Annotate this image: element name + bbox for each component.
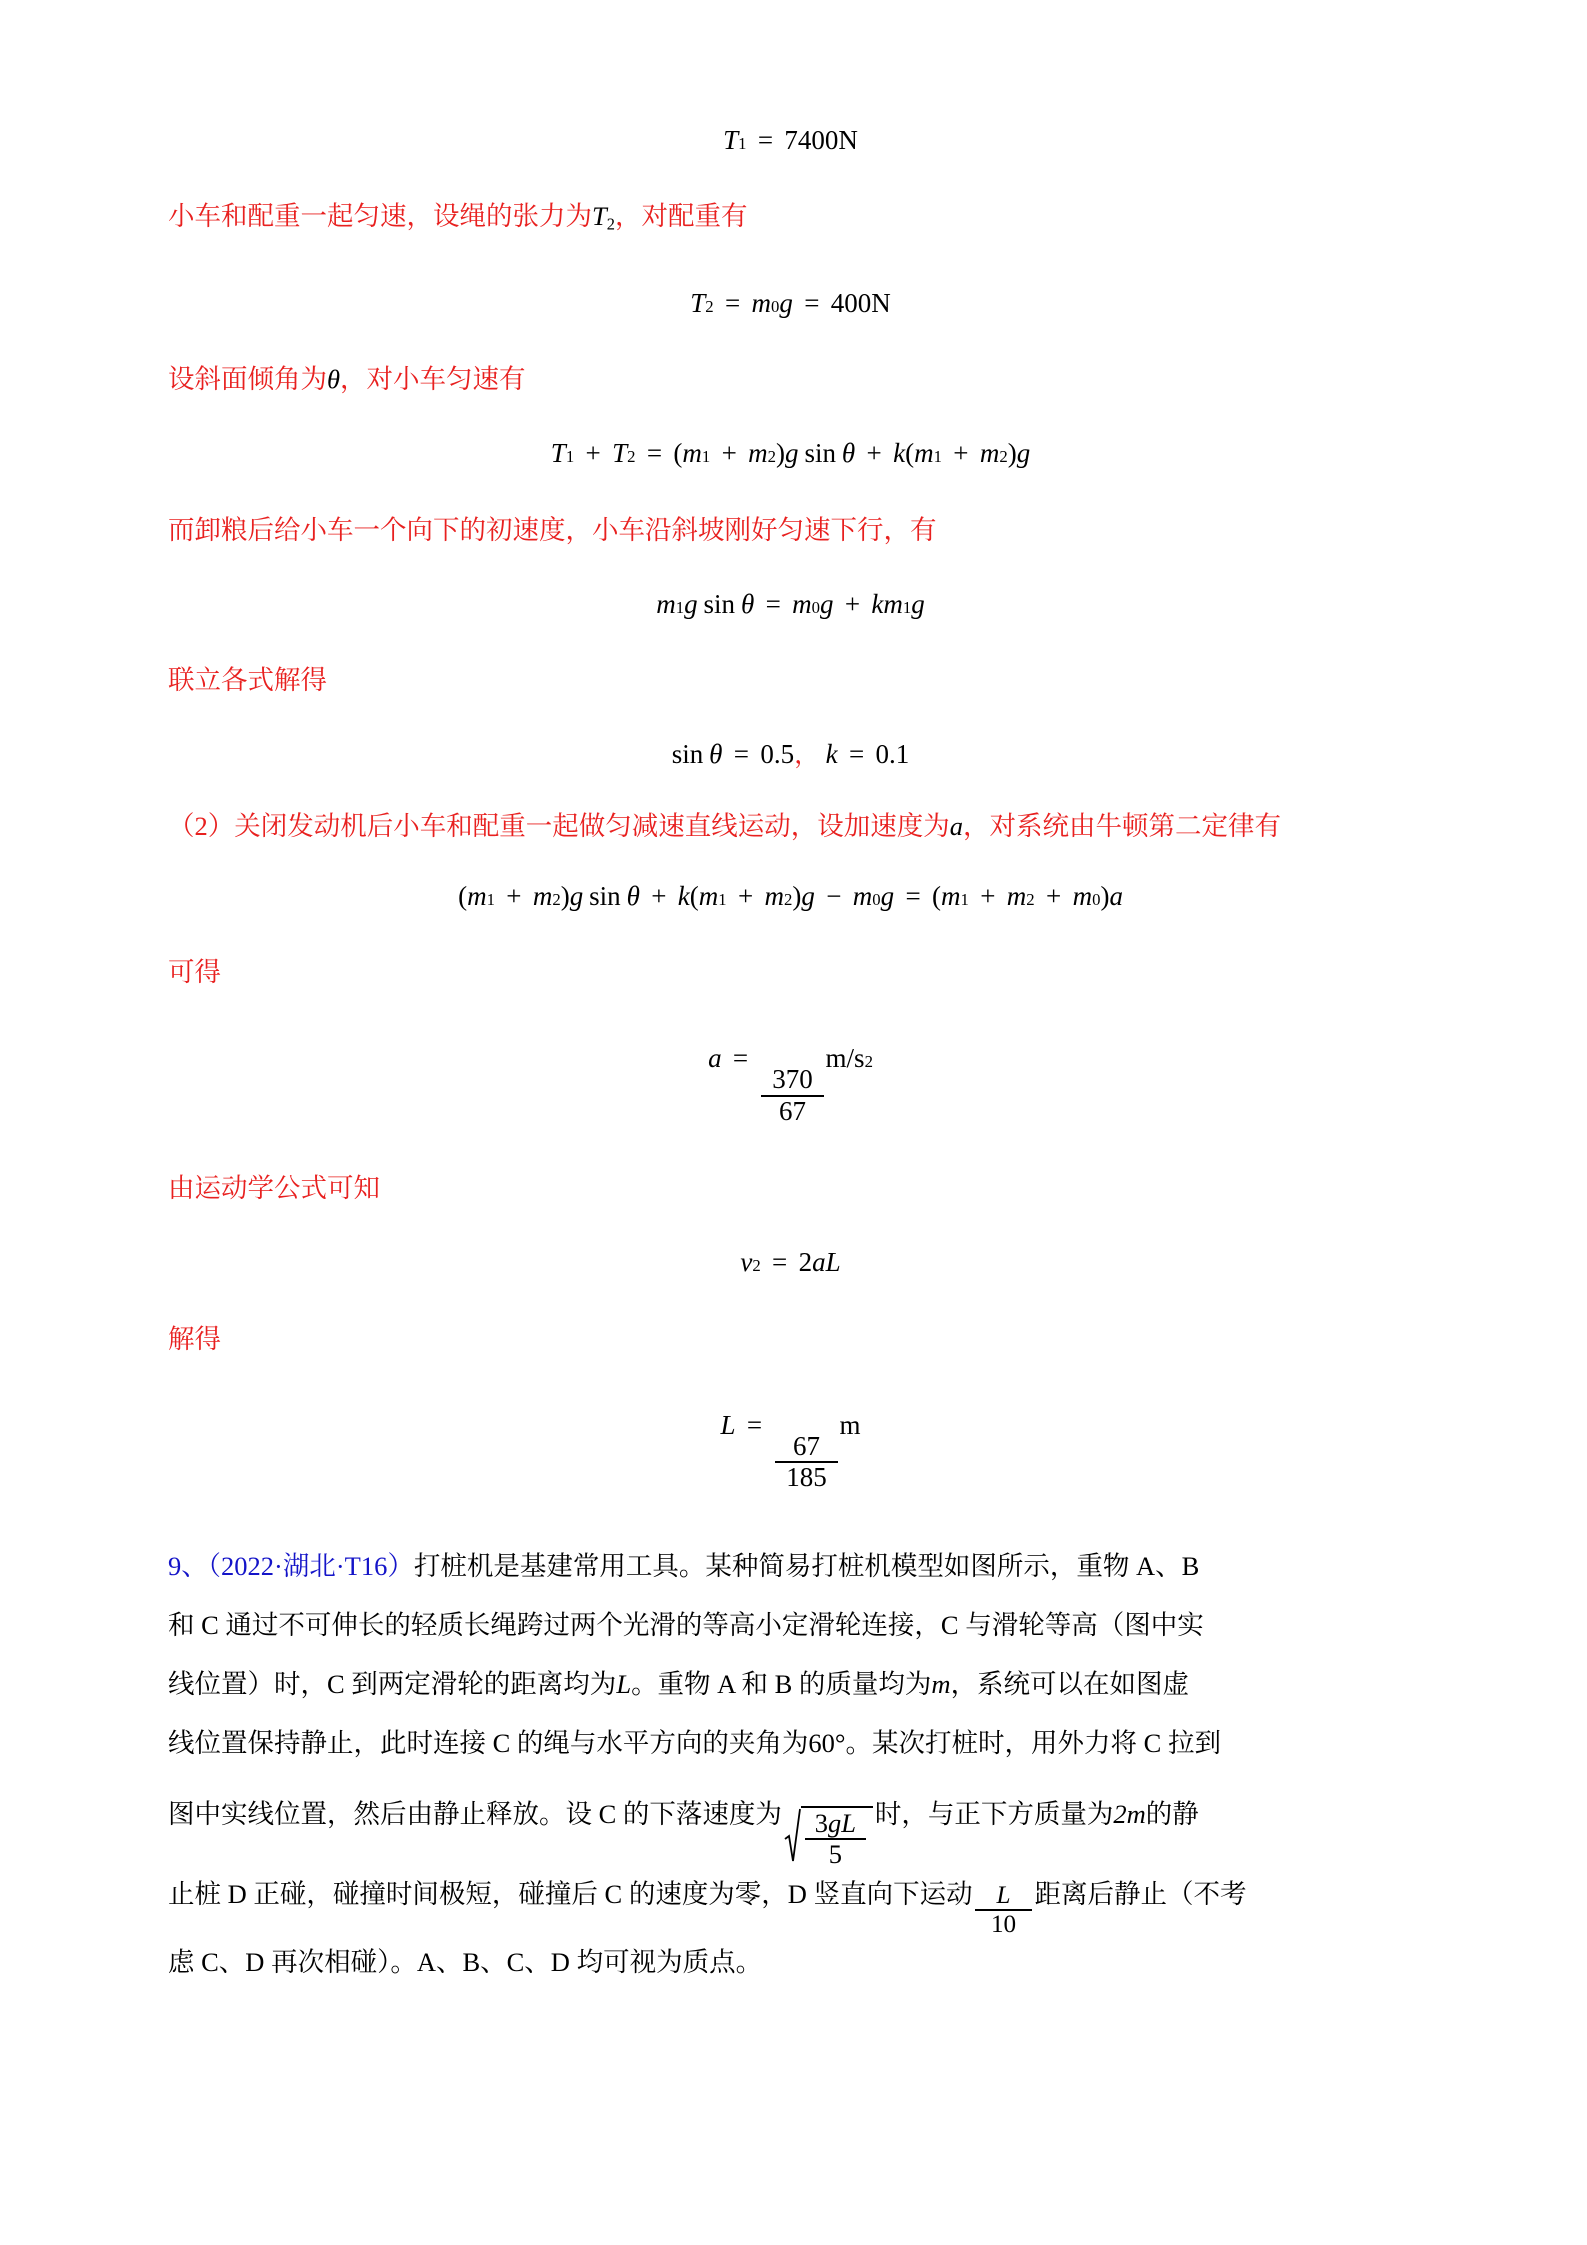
- line-cart-counterweight-var: T: [592, 201, 607, 232]
- line-incline-angle-after: ，对小车匀速有: [340, 364, 526, 395]
- equation-a-unit-exponent: 2: [864, 1052, 873, 1072]
- line-kinematics: 由运动学公式可知: [168, 1173, 380, 1204]
- equation-T1-math: T 1 = 7400N: [723, 125, 858, 155]
- question-9-body-5c: 的静: [1145, 1798, 1199, 1829]
- equation-T1-plus-T2-math: T 1 + T 2 = ( m 1 + m 2 ) g sin θ + k ( m 1 + m 2 ) g: [550, 438, 1031, 469]
- line-cart-counterweight-before: 小车和配重一起匀速，设绳的张力为: [168, 201, 592, 232]
- paragraph-part2: [168, 797, 1413, 856]
- equation-T1: [168, 126, 1413, 154]
- sqrt-denominator: 5: [828, 1838, 843, 1869]
- question-9-body-3c: ，系统可以在如图虚: [950, 1668, 1190, 1699]
- question-9-number: 9、: [168, 1550, 208, 1581]
- equation-L-eq-sign: =: [746, 1409, 763, 1440]
- equation-sin-k-math: sin θ = 0.5 ， k = 0.1: [671, 738, 910, 769]
- equation-a-eq-sign: =: [732, 1043, 749, 1074]
- question-9-body-3a: 线位置）时，C 到两定滑轮的距离均为: [168, 1668, 617, 1699]
- line-solve: 解得: [168, 1323, 221, 1354]
- equation-T2: [168, 289, 1413, 317]
- equation-L-fraction: [775, 1430, 837, 1493]
- question-9-body-6a: 止桩 D 正碰，碰撞时间极短，碰撞后 C 的速度为零，D 竖直向下运动: [168, 1878, 973, 1909]
- equation-m1g: [168, 590, 1413, 618]
- equation-a: [168, 1043, 1413, 1126]
- line-incline-angle-var: θ: [327, 364, 341, 395]
- question-9-body-3b: 。重物 A 和 B 的质量均为: [631, 1668, 932, 1699]
- radical-icon: [784, 1806, 801, 1868]
- question-9-body-5a: 图中实线位置，然后由静止释放。设 C 的下落速度为: [168, 1798, 782, 1829]
- page-content: [168, 120, 1413, 1992]
- equation-v2-math: v 2 = 2 aL: [740, 1247, 841, 1278]
- line-thus: 可得: [168, 957, 221, 988]
- question-9-line-1: [168, 1537, 1413, 1596]
- equation-newton: [168, 882, 1413, 910]
- question-9-line-2: 和 C 通过不可伸长的轻质长绳跨过两个光滑的等高小定滑轮连接，C 与滑轮等高（图中实: [168, 1609, 1204, 1640]
- question-9-body-5b: 时，与正下方质量为: [874, 1798, 1114, 1829]
- equation-L: [168, 1409, 1413, 1493]
- equation-a-numerator: 370: [772, 1064, 813, 1095]
- equation-L-denominator: 185: [786, 1462, 827, 1493]
- question-9-var-2m: 2m: [1113, 1798, 1146, 1829]
- question-9-line-4: 线位置保持静止，此时连接 C 的绳与水平方向的夹角为60°。某次打桩时，用外力将 C 拉到: [168, 1727, 1221, 1758]
- question-9-var-L: L: [616, 1668, 632, 1699]
- question-9-line-5: [168, 1773, 1413, 1869]
- question-9-source: （2022·湖北·T16）: [207, 1550, 414, 1581]
- fraction-L-numerator: L: [996, 1881, 1011, 1909]
- equation-newton-math: ( m 1 + m 2 ) g sin θ + k ( m 1 + m 2 ) g − m 0 g = ( m 1 + m 2 + m 0 ) a: [458, 880, 1123, 911]
- question-9-var-m: m: [931, 1668, 951, 1699]
- line-combine: 联立各式解得: [168, 664, 327, 695]
- equation-a-fraction: [761, 1066, 823, 1125]
- question-9-line-7: 虑 C、D 再次相碰）。A、B、C、D 均可视为质点。: [168, 1946, 763, 1977]
- paragraph-part2-before: （2）关闭发动机后小车和配重一起做匀减速直线运动，设加速度为: [168, 810, 950, 841]
- line-cart-counterweight-after: ，对配重有: [614, 201, 748, 232]
- equation-L-math: [720, 1409, 861, 1493]
- equation-a-unit: m/s: [825, 1043, 865, 1074]
- line-after-unload: 而卸粮后给小车一个向下的初速度，小车沿斜坡刚好匀速下行，有: [168, 514, 937, 545]
- fraction-L-denominator: 10: [990, 1911, 1017, 1939]
- equation-T2-math: T 2 = m 0 g = 400N: [690, 287, 891, 318]
- sqrt-radicand: [801, 1806, 873, 1868]
- line-incline-angle-before: 设斜面倾角为: [168, 364, 327, 395]
- line-incline-angle: [168, 355, 1413, 403]
- equation-L-numerator: 67: [792, 1430, 820, 1461]
- line-cart-counterweight-var-sub: 2: [606, 214, 615, 234]
- equation-L-lhs: L: [720, 1409, 736, 1440]
- equation-a-denominator: 67: [779, 1095, 806, 1126]
- question-9-line-3: [168, 1655, 1413, 1714]
- question-9-body-1: 打桩机是基建常用工具。某种简易打桩机模型如图所示，重物 A、B: [413, 1550, 1200, 1581]
- equation-sin-k: [168, 740, 1413, 769]
- sqrt-fraction: [805, 1807, 866, 1869]
- question-9-body-6b: 距离后静止（不考: [1034, 1878, 1247, 1909]
- equation-a-lhs: a: [708, 1043, 722, 1074]
- equation-a-math: [708, 1043, 873, 1126]
- fraction-L-over-10: [975, 1883, 1033, 1938]
- equation-L-unit: m: [839, 1409, 861, 1440]
- equation-v2: [168, 1248, 1413, 1276]
- paragraph-part2-var: a: [949, 810, 963, 841]
- sqrt-numerator: 3gL: [814, 1807, 857, 1838]
- sqrt-3gL-over-5: [784, 1806, 873, 1868]
- paragraph-part2-after: ，对系统由牛顿第二定律有: [963, 810, 1281, 841]
- equation-m1g-math: m 1 g sin θ = m 0 g + km 1 g: [656, 588, 925, 619]
- equation-T1-plus-T2: [168, 439, 1413, 467]
- line-cart-counterweight: [168, 192, 1413, 249]
